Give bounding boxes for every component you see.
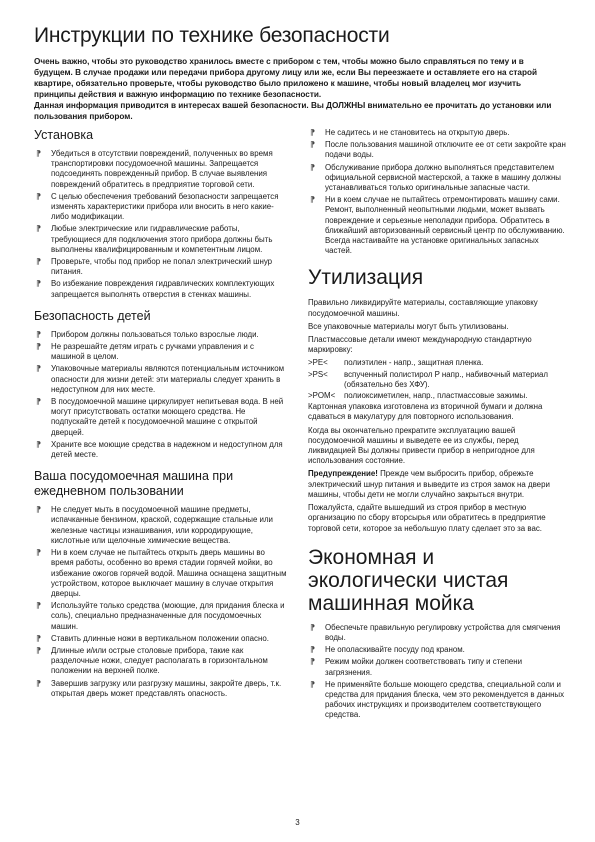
list-item-text: Не ополаскивайте посуду под краном.: [325, 645, 465, 655]
bullet-icon: ⁋: [36, 224, 42, 234]
list-item-text: Режим мойки должен соответствовать типу и степени загрязнения.: [325, 657, 523, 677]
bullet-icon: ⁋: [36, 678, 42, 688]
bullet-icon: ⁋: [310, 140, 316, 150]
left-column: [34, 128, 288, 701]
list-item: [34, 257, 288, 277]
list-item-text: Не применяйте больше моющего средства, специальной соли и средства для придания блеска, чем это рекомендуется в данных рабочих инструкциях и производителем соответствующего средства.: [325, 679, 565, 720]
list-item: [34, 548, 288, 599]
list-item-text: Используйте только средства (моющие, для придания блеска и соль), специально предназначенные для посудомоечных машин.: [51, 601, 285, 631]
bullet-icon: ⁋: [36, 342, 42, 352]
list-item: [308, 645, 566, 655]
list-item: [308, 128, 566, 138]
list-item-text: В посудомоечной машине циркулирует непитьевая вода. В ней могут присутствовать остатки моющего средства. Не подпускайте детей к посудомоечной машине с открытой дверцей.: [51, 397, 284, 437]
list-item-text: После пользования машиной отключите ее от сети закройте кран подачи воды.: [325, 140, 566, 160]
child-safety-list: [34, 330, 288, 460]
list-item: [34, 646, 288, 677]
bullet-icon: ⁋: [310, 128, 316, 137]
disposal-paragraph: Все упаковочные материалы могут быть утилизованы.: [308, 321, 509, 331]
list-item-text: Длинные и/или острые столовые прибора, такие как разделочные ножи, следует располагать в горизонтальном положении на верхней полке.: [51, 645, 268, 676]
bullet-icon: ⁋: [36, 397, 42, 407]
page-number: 3: [295, 818, 300, 827]
marking-description: вспученный полистирол P напр., набивочный материал (обязательно без ХФУ).: [344, 369, 548, 389]
page-title: Инструкции по технике безопасности: [34, 24, 390, 47]
bullet-icon: ⁋: [310, 195, 316, 205]
bullet-icon: ⁋: [36, 149, 42, 158]
section-heading-daily-use: Ваша посудомоечная машина при ежедневном пользовании: [34, 469, 234, 499]
list-item: [308, 195, 566, 256]
safety-continued-list: [308, 128, 566, 256]
list-item: [308, 163, 566, 194]
list-item-text: Не садитесь и не становитесь на открытую дверь.: [325, 128, 510, 137]
list-item-text: Ставить длинные ножи в вертикальном положении опасно.: [51, 633, 269, 643]
bullet-icon: ⁋: [310, 679, 316, 689]
list-item: [34, 342, 288, 362]
list-item-text: Храните все моющие средства в надежном и недоступном для детей месте.: [51, 439, 283, 460]
list-item: [34, 364, 288, 395]
intro-paragraph: Данная информация приводится в интересах вашей безопасности. Вы ДОЛЖНЫ внимательно ее прочитать до установки или пользования прибором.: [34, 101, 552, 121]
list-item: [34, 601, 288, 632]
list-item: [34, 330, 288, 340]
warning-text: Прежде чем выбросить прибор, обрежьте электрический шнур питания и выведите из строя замок на двери машины, чтобы дети не могли случайно закрыться внутри.: [308, 469, 550, 499]
disposal-paragraph: Правильно ликвидируйте материалы, составляющие упаковку посудомоечной машины.: [308, 298, 538, 318]
eco-list: [308, 623, 566, 721]
installation-list: [34, 149, 288, 300]
disposal-paragraph: Пожалуйста, сдайте вышедший из строя прибор в местную организацию по сбору вторсырья или обратитесь в предприятие торговой сети, которое за небольшую плату сделает это за вас.: [308, 503, 546, 533]
list-item-text: С целью обеспечения требований безопасности запрещается изменять характеристики прибора или вносить в него какие-либо модификации.: [51, 191, 279, 222]
right-column: [308, 128, 566, 723]
list-item: [308, 140, 566, 160]
bullet-icon: ⁋: [310, 645, 316, 655]
list-item-text: Проверьте, чтобы под прибор не попал электрический шнур питания.: [51, 257, 273, 277]
list-item: [34, 397, 288, 438]
list-item-text: Ни в коем случае не пытайтесь отремонтировать машину сами. Ремонт, выполненный неопытными людьми, может вызвать повреждение и серьезные неполадки прибора. Обратитесь в ближайший авторизованный сервисный центр по обслуживанию. Всегда настаивайте на установке оригинальных запасных частей.: [325, 195, 565, 256]
warning-paragraph: [308, 469, 566, 500]
marking-code: >PE<: [308, 358, 328, 368]
list-item: [308, 623, 566, 643]
list-item: [34, 440, 288, 460]
marking-table: [308, 358, 566, 401]
bullet-icon: ⁋: [36, 633, 42, 643]
list-item-text: Обслуживание прибора должно выполняться представителем официальной сервисной мастерской, а также в машину должны устанавливаться только оригинальные запасные части.: [325, 162, 561, 193]
daily-use-list: [34, 505, 288, 699]
list-item-text: Во избежание повреждения гидравлических комплектующих запрещается выполнять отверстия в стенках машины.: [51, 279, 275, 299]
marking-row: [308, 358, 566, 368]
list-item-text: Прибором должны пользоваться только взрослые люди.: [51, 329, 259, 339]
bullet-icon: ⁋: [36, 329, 42, 339]
list-item: [34, 679, 288, 699]
list-item-text: Не следует мыть в посудомоечной машине предметы, испачканные бензином, краской, содержащие стальные или железные частицы изнашивания, или корродирующие, кислотные или щелочные химические вещества.: [51, 505, 273, 545]
bullet-icon: ⁋: [36, 601, 42, 611]
list-item: [308, 680, 566, 721]
list-item: [34, 505, 288, 546]
section-heading-eco: Экономная и экологически чистая машинная мойка: [308, 545, 509, 615]
bullet-icon: ⁋: [36, 548, 42, 558]
marking-description: полиоксиметилен, напр., пластмассовые зажимы.: [344, 391, 528, 401]
bullet-icon: ⁋: [36, 191, 42, 201]
list-item-text: Убедиться в отсутствии повреждений, полученных во время транспортировки посудомоечной машины. Запрещается подсоединять поврежденный прибор. В случае выявления повреждений обратитесь в предприятие торговой сети.: [51, 149, 273, 189]
bullet-icon: ⁋: [310, 622, 316, 632]
list-item: [34, 224, 288, 255]
section-heading-installation: Установка: [34, 128, 94, 142]
list-item-text: Любые электрические или гидравлические работы, требующиеся для подключения этого прибора должны быть выполнены квалифицированным и компетентным лицом.: [51, 224, 273, 254]
list-item: [308, 657, 566, 677]
bullet-icon: ⁋: [36, 257, 42, 267]
marking-code: >POM<: [308, 391, 336, 401]
bullet-icon: ⁋: [36, 645, 42, 655]
intro-paragraph: Очень важно, чтобы это руководство хранилось вместе с прибором с тем, чтобы можно было справляться по тему и в будущем. В случае продажи или передачи прибора другому лицу или же, если Вы переезжаете и оставляете его на старой квартире, обязательно проверьте, чтобы руководство было приложено к машине, чтобы новый владелец мог изучить принципы действия и важную информацию по технике безопасности.: [34, 57, 538, 99]
list-item: [34, 149, 288, 190]
list-item-text: Упаковочные материалы являются потенциальным источником опасности для жизни детей: эти материалы следует хранить в недоступном для них месте.: [51, 364, 285, 394]
section-heading-child-safety: Безопасность детей: [34, 308, 151, 323]
bullet-icon: ⁋: [36, 439, 42, 449]
disposal-paragraph: Пластмассовые детали имеют международную стандартную маркировку:: [308, 335, 532, 355]
list-item: [34, 634, 288, 644]
bullet-icon: ⁋: [36, 279, 42, 289]
list-item-text: Ни в коем случае не пытайтесь открыть дверь машины во время работы, особенно во время стадии горячей мойки, во избежание ожогов горячей водой. Машина оснащена защитным устройством, которое выключает машину в случае открытия дверцы.: [51, 548, 287, 598]
list-item-text: Обеспечьте правильную регулировку устройства для смягчения воды.: [325, 622, 561, 642]
marking-row: [308, 370, 566, 390]
bullet-icon: ⁋: [36, 505, 42, 515]
list-item-text: Завершив загрузку или разгрузку машины, закройте дверь, т.к. открытая дверь может представлять опасность.: [51, 678, 282, 698]
list-item: [34, 192, 288, 223]
disposal-paragraph: Когда вы окончательно прекратите эксплуатацию вашей посудомоечной машины и выведете ее из службы, перед ликвидацией Вы должны привести прибор в непригодное для использования состояние.: [308, 425, 535, 466]
marking-row: [308, 391, 566, 401]
marking-code: >PS<: [308, 369, 328, 379]
section-heading-disposal: Утилизация: [308, 266, 424, 290]
marking-description: полиэтилен - напр., защитная пленка.: [344, 358, 484, 368]
bullet-icon: ⁋: [310, 162, 316, 172]
intro: [34, 56, 562, 122]
warning-label: Предупреждение!: [308, 469, 378, 479]
list-item-text: Не разрешайте детям играть с ручками управления и с машиной в целом.: [51, 342, 254, 362]
list-item: [34, 279, 288, 299]
disposal-paragraph: Картонная упаковка изготовлена из вторичной бумаги и должна сдаваться в макулатуру для повторного использования.: [308, 402, 543, 422]
bullet-icon: ⁋: [310, 657, 316, 667]
bullet-icon: ⁋: [36, 364, 42, 374]
